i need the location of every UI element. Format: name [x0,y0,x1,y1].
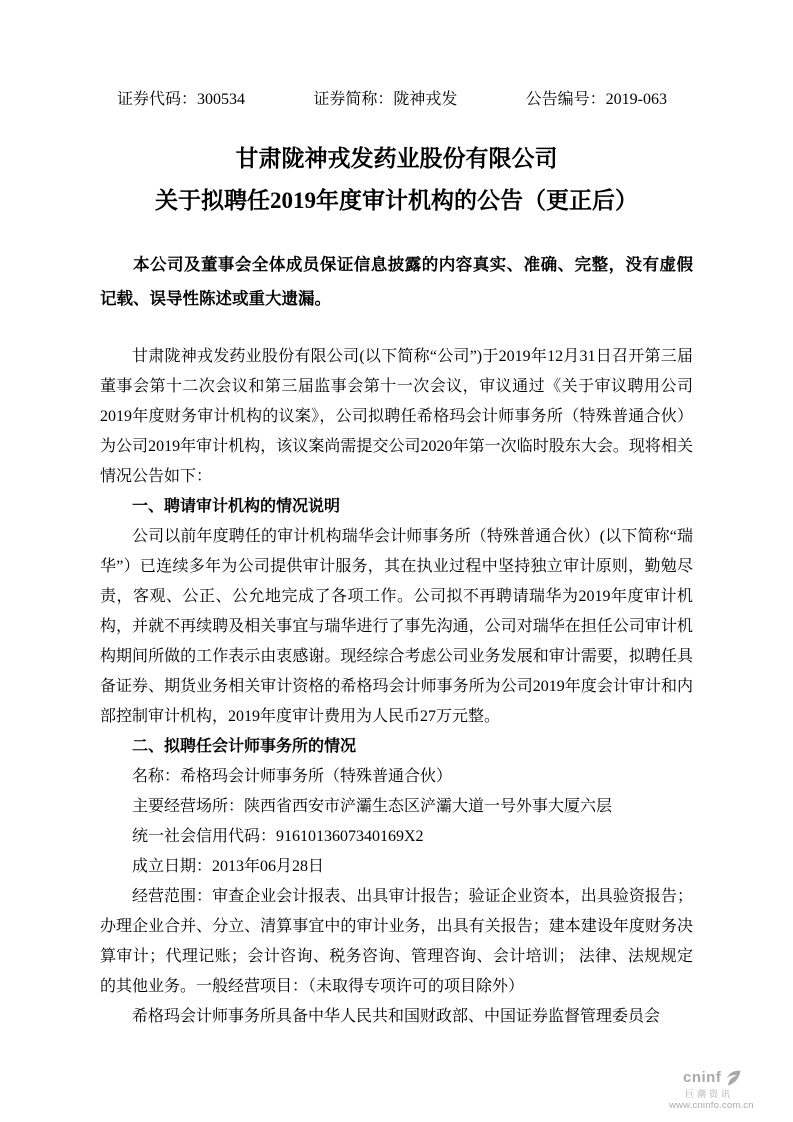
announcement-subject-title: 关于拟聘任2019年度审计机构的公告（更正后） [155,188,638,213]
firm-qualification-paragraph: 希格玛会计师事务所具备中华人民共和国财政部、中国证券监督管理委员会 [132,1008,661,1025]
company-title: 甘肃陇神戎发药业股份有限公司 [235,146,558,171]
intro-paragraph: 甘肃陇神戎发药业股份有限公司(以下简称“公司”)于2019年12月31日召开第三届董事会第十二次会议和第三届监事会第十一次会议，审议通过《关于审议聘用公司2019年度财务审计机构的议案》，公司拟聘任希格玛会计师事务所（特殊普通合伙）为公司2019年审计机构，该议案尚需提交公司2020年第一次临时股东大会。现将相关情况公告如下： [100,348,693,485]
cninfo-brand-row [683,1068,781,1088]
section1-heading: 一、聘请审计机构的情况说明 [132,498,341,515]
firm-name-line: 名称：希格玛会计师事务所（特殊普通合伙） [132,768,453,785]
announcement-body [100,342,693,1032]
stock-code: 证券代码：300534 [117,91,246,108]
cninfo-watermark [669,1068,781,1112]
firm-address-line: 主要经营场所：陕西省西安市浐灞生态区浐灞大道一号外事大厦六层 [132,798,613,815]
cninfo-chinese-name: 巨潮资讯 [685,1088,734,1099]
doc-header [117,86,667,109]
cninfo-swirl-icon [723,1068,743,1088]
firm-scope-paragraph: 经营范围：审查企业会计报表、出具审计报告；验证企业资本，出具验资报告；办理企业合并、分立、清算事宜中的审计业务，出具有关报告；建本建设年度财务决算审计；代理记账；会计咨询、税务咨询、管理咨询、会计培训； 法律、法规规定的其他业务。一般经营项目：（未取得专项许可的项目除外） [100,888,693,995]
firm-credit-code-line: 统一社会信用代码：9161013607340169X2 [132,828,424,845]
stock-short-name: 证券简称：陇神戎发 [313,91,458,108]
section1-paragraph: 公司以前年度聘任的审计机构瑞华会计师事务所（特殊普通合伙）(以下简称“瑞华”）已连续多年为公司提供审计服务，其在执业过程中坚持独立审计原则，勤勉尽责，客观、公正、公允地完成了各项工作。公司拟不再聘请瑞华为2019年度审计机构，并就不再续聘及相关事宜与瑞华进行了事先沟通，公司对瑞华在担任公司审计机构期间所做的工作表示由衷感谢。现经综合考虑公司业务发展和审计需要，拟聘任具备证券、期货业务相关审计资格的希格玛会计师事务所为公司2019年度会计审计和内部控制审计机构，2019年度审计费用为人民币27万元整。 [100,528,693,725]
announcement-number: 公告编号：2019-063 [525,91,667,108]
cninfo-brand-text: cninf [683,1069,722,1087]
cninfo-url: www.cninfo.com.cn [669,1100,754,1112]
disclosure-notice: 本公司及董事会全体成员保证信息披露的内容真实、准确、完整，没有虚假记载、误导性陈述或重大遗漏。 [100,256,693,308]
firm-established-line: 成立日期：2013年06月28日 [132,858,325,875]
section2-heading: 二、拟聘任会计师事务所的情况 [132,738,357,755]
